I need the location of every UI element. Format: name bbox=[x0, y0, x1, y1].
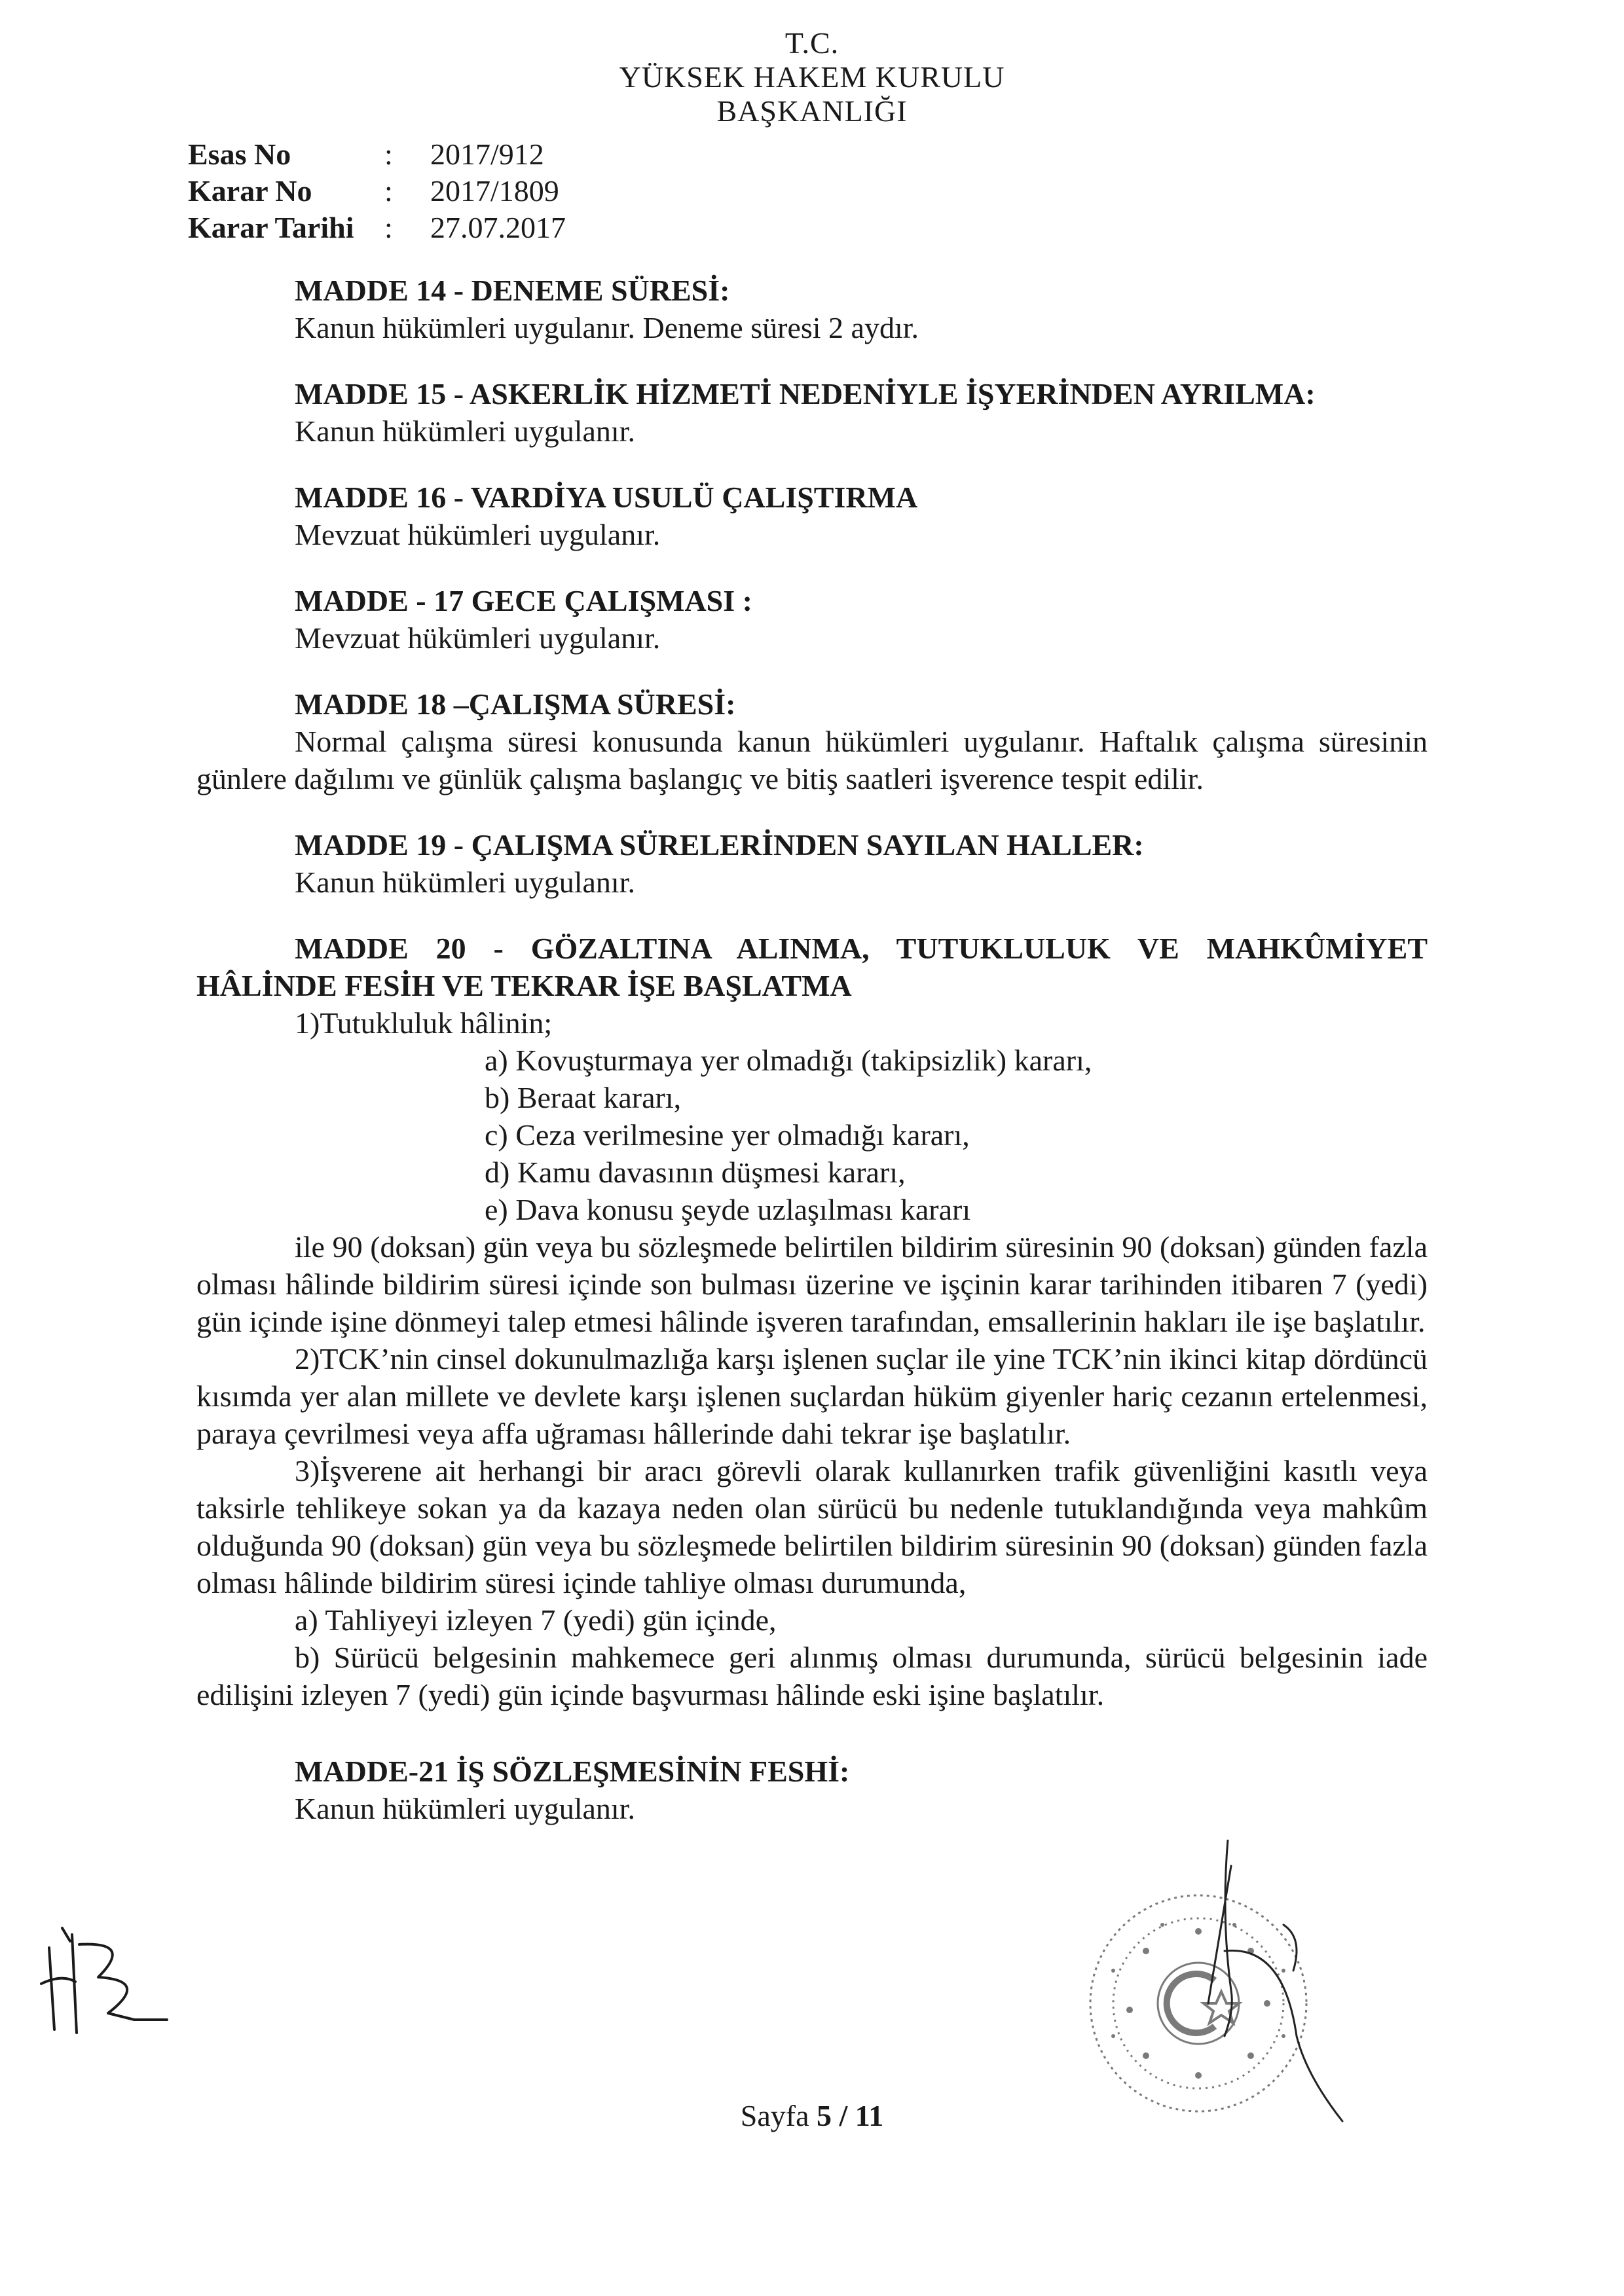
list-item: a) Kovuşturmaya yer olmadığı (takipsizlik) kararı, bbox=[485, 1044, 1092, 1077]
meta-value: 2017/912 bbox=[430, 137, 544, 171]
page-prefix: Sayfa bbox=[740, 2099, 817, 2132]
meta-colon: : bbox=[384, 137, 393, 171]
list-item: e) Dava konusu şeyde uzlaşılması kararı bbox=[485, 1193, 971, 1226]
list-item: c) Ceza verilmesine yer olmadığı kararı, bbox=[485, 1118, 970, 1152]
list-item: d) Kamu davasının düşmesi kararı, bbox=[485, 1156, 906, 1189]
meta-label: Esas No bbox=[188, 137, 291, 171]
meta-value: 2017/1809 bbox=[430, 174, 559, 208]
madde-18 bbox=[196, 685, 1428, 797]
meta-colon: : bbox=[384, 174, 393, 208]
meta-label: Karar No bbox=[188, 174, 312, 208]
meta-row-tarih bbox=[188, 210, 566, 246]
section-title: MADDE 14 - DENEME SÜRESİ: bbox=[295, 274, 730, 307]
paragraph-1-text: ile 90 (doksan) gün veya bu sözleşmede belirtilen bildirim süresinin 90 (doksan) günden fazla olması hâlinde bildirim süresi içinde son bulması üzerine ve işçinin karar tarihinden itibaren 7 (yedi) gün içinde işine dönmeyi talep etmesi hâlinde işveren tarafından, emsallerinin hakları ile işe başlatılır. bbox=[196, 1230, 1428, 1338]
section-title: MADDE - 17 GECE ÇALIŞMASI : bbox=[295, 584, 752, 617]
document-body bbox=[196, 272, 1428, 1856]
paragraph-1-intro: 1)Tutukluluk hâlinin; bbox=[295, 1006, 553, 1040]
madde-14 bbox=[196, 272, 1428, 346]
header-tc: T.C. bbox=[784, 26, 840, 60]
madde-16 bbox=[196, 479, 1428, 553]
section-title: MADDE 19 - ÇALIŞMA SÜRELERİNDEN SAYILAN HALLER: bbox=[295, 828, 1144, 862]
list-item: b) Beraat kararı, bbox=[485, 1081, 682, 1114]
section-title: MADDE 16 - VARDİYA USULÜ ÇALIŞTIRMA bbox=[295, 481, 918, 514]
section-body: Mevzuat hükümleri uygulanır. bbox=[295, 518, 661, 551]
section-title: MADDE-21 İŞ SÖZLEŞMESİNİN FESHİ: bbox=[295, 1755, 850, 1788]
page-number bbox=[0, 2098, 1624, 2133]
section-body: Kanun hükümleri uygulanır. Deneme süresi 2 aydır. bbox=[295, 311, 919, 344]
section-title: MADDE 20 - GÖZALTINA ALINMA, TUTUKLULUK VE MAHKÛMİYET HÂLİNDE FESİH VE TEKRAR İŞE BAŞLATMA bbox=[196, 932, 1428, 1002]
section-title: MADDE 15 - ASKERLİK HİZMETİ NEDENİYLE İŞYERİNDEN AYRILMA: bbox=[295, 377, 1316, 410]
madde-19 bbox=[196, 826, 1428, 901]
page-number-value: 5 / 11 bbox=[817, 2099, 884, 2132]
madde-20 bbox=[196, 930, 1428, 1713]
section-title: MADDE 18 –ÇALIŞMA SÜRESİ: bbox=[295, 687, 736, 721]
meta-colon: : bbox=[384, 211, 393, 244]
header-institution: YÜKSEK HAKEM KURULU bbox=[619, 60, 1005, 94]
document-header bbox=[0, 26, 1624, 128]
handwritten-initials-mark bbox=[36, 1922, 174, 2046]
meta-value: 27.07.2017 bbox=[430, 211, 566, 244]
section-body: Kanun hükümleri uygulanır. bbox=[295, 414, 635, 448]
section-body: Mevzuat hükümleri uygulanır. bbox=[295, 621, 661, 655]
paragraph-2-text: 2)TCK’nin cinsel dokunulmazlığa karşı işlenen suçlar ile yine TCK’nin ikinci kitap dördüncü kısımda yer alan millete ve devlete karşı işlenen suçlardan hüküm giyenler hariç cezanın ertelenmesi, paraya çevrilmesi veya affa uğraması hâllerinde dahi tekrar işe başlatılır. bbox=[196, 1342, 1428, 1450]
madde-17 bbox=[196, 582, 1428, 657]
paragraph-3-item-a: a) Tahliyeyi izleyen 7 (yedi) gün içinde, bbox=[295, 1603, 777, 1637]
section-body: Normal çalışma süresi konusunda kanun hükümleri uygulanır. Haftalık çalışma süresinin günlere dağılımı ve günlük çalışma başlangıç ve bitiş saatleri işverence tespit edilir. bbox=[196, 725, 1428, 795]
section-body: Kanun hükümleri uygulanır. bbox=[295, 1792, 635, 1825]
madde-21 bbox=[196, 1753, 1428, 1827]
paragraph-3-item-b: b) Sürücü belgesinin mahkemece geri alınmış olması durumunda, sürücü belgesinin iade edilişini izleyen 7 (yedi) gün içinde başvurması hâlinde eski işine başlatılır. bbox=[196, 1641, 1428, 1711]
section-body: Kanun hükümleri uygulanır. bbox=[295, 866, 635, 899]
header-presidency: BAŞKANLIĞI bbox=[716, 94, 908, 128]
meta-row-karar bbox=[188, 173, 566, 210]
meta-row-esas bbox=[188, 136, 566, 173]
paragraph-3-text: 3)İşverene ait herhangi bir aracı görevli olarak kullanırken trafik güvenliğini kasıtlı veya taksirle tehlikeye sokan ya da kazaya neden olan sürücü bu nedenle tutuklandığında veya mahkûm olduğunda 90 (doksan) gün veya bu sözleşmede belirtilen bildirim süresinin 90 (doksan) günden fazla olması hâlinde bildirim süresi içinde tahliye olması durumunda, bbox=[196, 1454, 1428, 1599]
case-meta bbox=[188, 136, 566, 246]
meta-label: Karar Tarihi bbox=[188, 211, 354, 244]
madde-15 bbox=[196, 375, 1428, 450]
